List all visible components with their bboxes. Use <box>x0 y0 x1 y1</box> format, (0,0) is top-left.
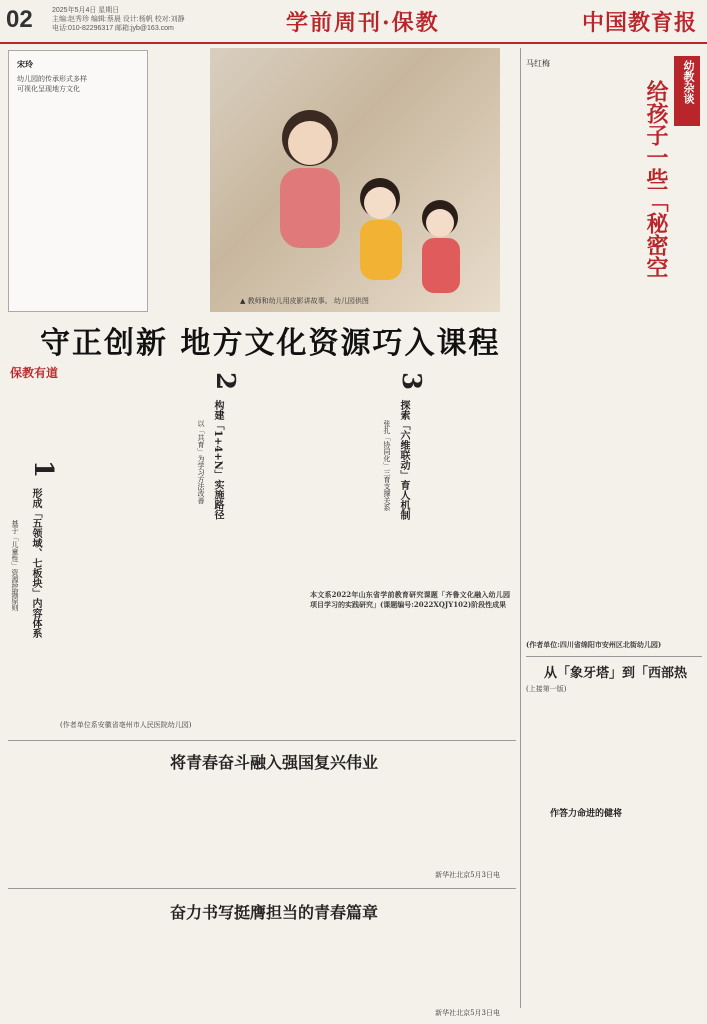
right-title: 给孩子一些「秘密空 <box>643 80 669 278</box>
feature-photo <box>210 48 500 312</box>
masthead <box>0 0 707 44</box>
page-number: 02 <box>6 6 33 33</box>
section-3-title: 3 探索「六维联动」育人机制 <box>396 372 426 520</box>
contact: 电话:010-82296317 邮箱:jyb@163.com <box>52 25 174 32</box>
photo-caption: ▲ 教师和幼儿用皮影讲故事。 幼儿园供图 <box>240 297 369 305</box>
main-headline: 守正创新 地方文化资源巧入课程 <box>40 326 501 361</box>
right-author: 马红梅 <box>526 59 550 68</box>
news1-title: 将青春奋斗融入强国复兴伟业 <box>170 753 379 772</box>
section-title: 学前周刊·保教 <box>286 10 440 36</box>
issue-date: 2025年5月4日 星期日 <box>52 7 120 14</box>
section-1-sub: 基于「儿童性」资源挖掘原则 <box>11 520 19 611</box>
poem-author: 宋玲 <box>17 59 33 69</box>
poem-box <box>8 50 148 312</box>
article2-title: 从「象牙塔」到「西部热 <box>544 666 688 680</box>
author-note: (作者单位系安徽省亳州市人民医院幼儿园) <box>60 721 192 729</box>
news2-divider <box>8 888 516 889</box>
right-divider <box>526 656 702 657</box>
right-author-note: (作者单位:四川省绵阳市安州区北街幼儿园) <box>526 640 662 649</box>
newspaper-logo: 中国教育报 <box>581 10 697 36</box>
poem-line-1: 幼儿园的传承形式多样 <box>17 75 87 83</box>
news1-byline: 新华社北京5月3日电 <box>435 871 500 879</box>
project-note: 本文系2022年山东省学前教育研究课题「齐鲁文化融入幼儿园项目学习的实践研究」(课题编号:2022XQJY102)阶段性成果 <box>310 590 510 609</box>
photo-illustration <box>210 48 500 312</box>
article2-section: 作答力命进的健将 <box>550 809 623 819</box>
article2-sub: (上接第一版) <box>526 685 567 693</box>
right-tag: 幼教杂谈 <box>674 56 700 126</box>
news2-title: 奋力书写挺膺担当的青春篇章 <box>170 903 379 922</box>
masthead-info <box>52 6 252 33</box>
column-label: 保教有道 <box>10 366 59 380</box>
news2-byline: 新华社北京5月3日电 <box>435 1009 500 1017</box>
news-divider <box>8 740 516 741</box>
editors: 主编:赵秀珍 编辑:蔡晨 设计:杨帆 校对:刘静 <box>52 16 185 23</box>
section-1-title: 1 形成「五领域、七板块」内容体系 <box>28 460 58 638</box>
section-2-sub: 以「共育」为学习方法改善 <box>197 420 205 504</box>
section-3-sub: 张扎「协同化」三育支撑关系 <box>383 420 391 511</box>
poem-line-2: 可视化呈现地方文化 <box>17 85 80 93</box>
column-divider <box>520 48 521 1008</box>
section-2-title: 2 构建「1+4+N」实施路径 <box>210 372 240 520</box>
